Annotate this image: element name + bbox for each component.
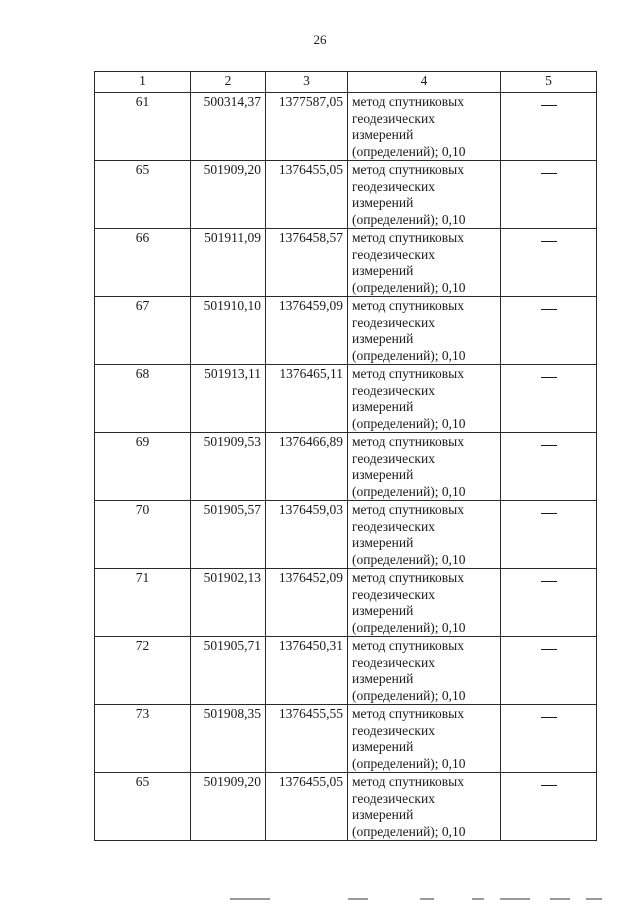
point-number-cell: 70 [95,501,191,569]
header-col-2: 2 [191,72,266,93]
coordinate-x-cell: 501909,53 [191,433,266,501]
coordinate-x-cell: 501908,35 [191,705,266,773]
method-accuracy-cell: метод спутниковых геодезических измерений (определений); 0,10 [348,705,501,773]
coordinate-y-cell: 1376459,09 [266,297,348,365]
table-body [95,93,597,841]
description-cell [501,93,597,161]
method-accuracy-cell: метод спутниковых геодезических измерений (определений); 0,10 [348,501,501,569]
table-row [95,229,597,297]
method-accuracy-cell: метод спутниковых геодезических измерений (определений); 0,10 [348,365,501,433]
table-row [95,433,597,501]
table-header-row [95,72,597,93]
dash-mark [541,377,557,379]
description-cell [501,297,597,365]
point-number-cell: 67 [95,297,191,365]
point-number-cell: 65 [95,773,191,841]
table-row [95,705,597,773]
point-number-cell: 68 [95,365,191,433]
description-cell [501,569,597,637]
dash-mark [541,445,557,447]
description-cell [501,161,597,229]
method-accuracy-cell: метод спутниковых геодезических измерений (определений); 0,10 [348,229,501,297]
coordinate-y-cell: 1376466,89 [266,433,348,501]
description-cell [501,637,597,705]
table-row [95,773,597,841]
coordinate-x-cell: 501902,13 [191,569,266,637]
point-number-cell: 69 [95,433,191,501]
point-number-cell: 73 [95,705,191,773]
method-accuracy-cell: метод спутниковых геодезических измерений (определений); 0,10 [348,161,501,229]
table-row [95,365,597,433]
description-cell [501,773,597,841]
description-cell [501,433,597,501]
dash-mark [541,241,557,243]
table-row [95,637,597,705]
coordinate-x-cell: 501911,09 [191,229,266,297]
table-row [95,161,597,229]
dash-mark [541,309,557,311]
header-col-1: 1 [95,72,191,93]
point-number-cell: 61 [95,93,191,161]
coordinate-y-cell: 1376450,31 [266,637,348,705]
dash-mark [541,785,557,787]
table-row [95,501,597,569]
point-number-cell: 71 [95,569,191,637]
coordinate-y-cell: 1376459,03 [266,501,348,569]
coordinate-y-cell: 1376455,55 [266,705,348,773]
header-col-5: 5 [501,72,597,93]
coordinate-y-cell: 1376458,57 [266,229,348,297]
coordinate-x-cell: 501909,20 [191,161,266,229]
description-cell [501,501,597,569]
description-cell [501,229,597,297]
header-col-4: 4 [348,72,501,93]
dash-mark [541,105,557,107]
header-col-3: 3 [266,72,348,93]
description-cell [501,365,597,433]
dash-mark [541,717,557,719]
method-accuracy-cell: метод спутниковых геодезических измерений (определений); 0,10 [348,569,501,637]
method-accuracy-cell: метод спутниковых геодезических измерений (определений); 0,10 [348,433,501,501]
method-accuracy-cell: метод спутниковых геодезических измерений (определений); 0,10 [348,637,501,705]
dash-mark [541,513,557,515]
method-accuracy-cell: метод спутниковых геодезических измерений (определений); 0,10 [348,773,501,841]
dash-mark [541,649,557,651]
coordinate-x-cell: 501905,71 [191,637,266,705]
coordinate-x-cell: 501905,57 [191,501,266,569]
point-number-cell: 72 [95,637,191,705]
coordinate-y-cell: 1377587,05 [266,93,348,161]
scan-artifact-marks [230,898,610,902]
coordinate-y-cell: 1376455,05 [266,161,348,229]
method-accuracy-cell: метод спутниковых геодезических измерений (определений); 0,10 [348,297,501,365]
point-number-cell: 65 [95,161,191,229]
coordinate-x-cell: 500314,37 [191,93,266,161]
description-cell [501,705,597,773]
coordinate-y-cell: 1376452,09 [266,569,348,637]
dash-mark [541,581,557,583]
coordinate-y-cell: 1376455,05 [266,773,348,841]
coordinate-y-cell: 1376465,11 [266,365,348,433]
table-row [95,93,597,161]
coordinate-x-cell: 501913,11 [191,365,266,433]
table-row [95,569,597,637]
coordinate-x-cell: 501910,10 [191,297,266,365]
page-number: 26 [313,32,327,47]
coordinate-x-cell: 501909,20 [191,773,266,841]
dash-mark [541,173,557,175]
method-accuracy-cell: метод спутниковых геодезических измерений (определений); 0,10 [348,93,501,161]
point-number-cell: 66 [95,229,191,297]
table-row [95,297,597,365]
coordinates-table [94,71,597,841]
